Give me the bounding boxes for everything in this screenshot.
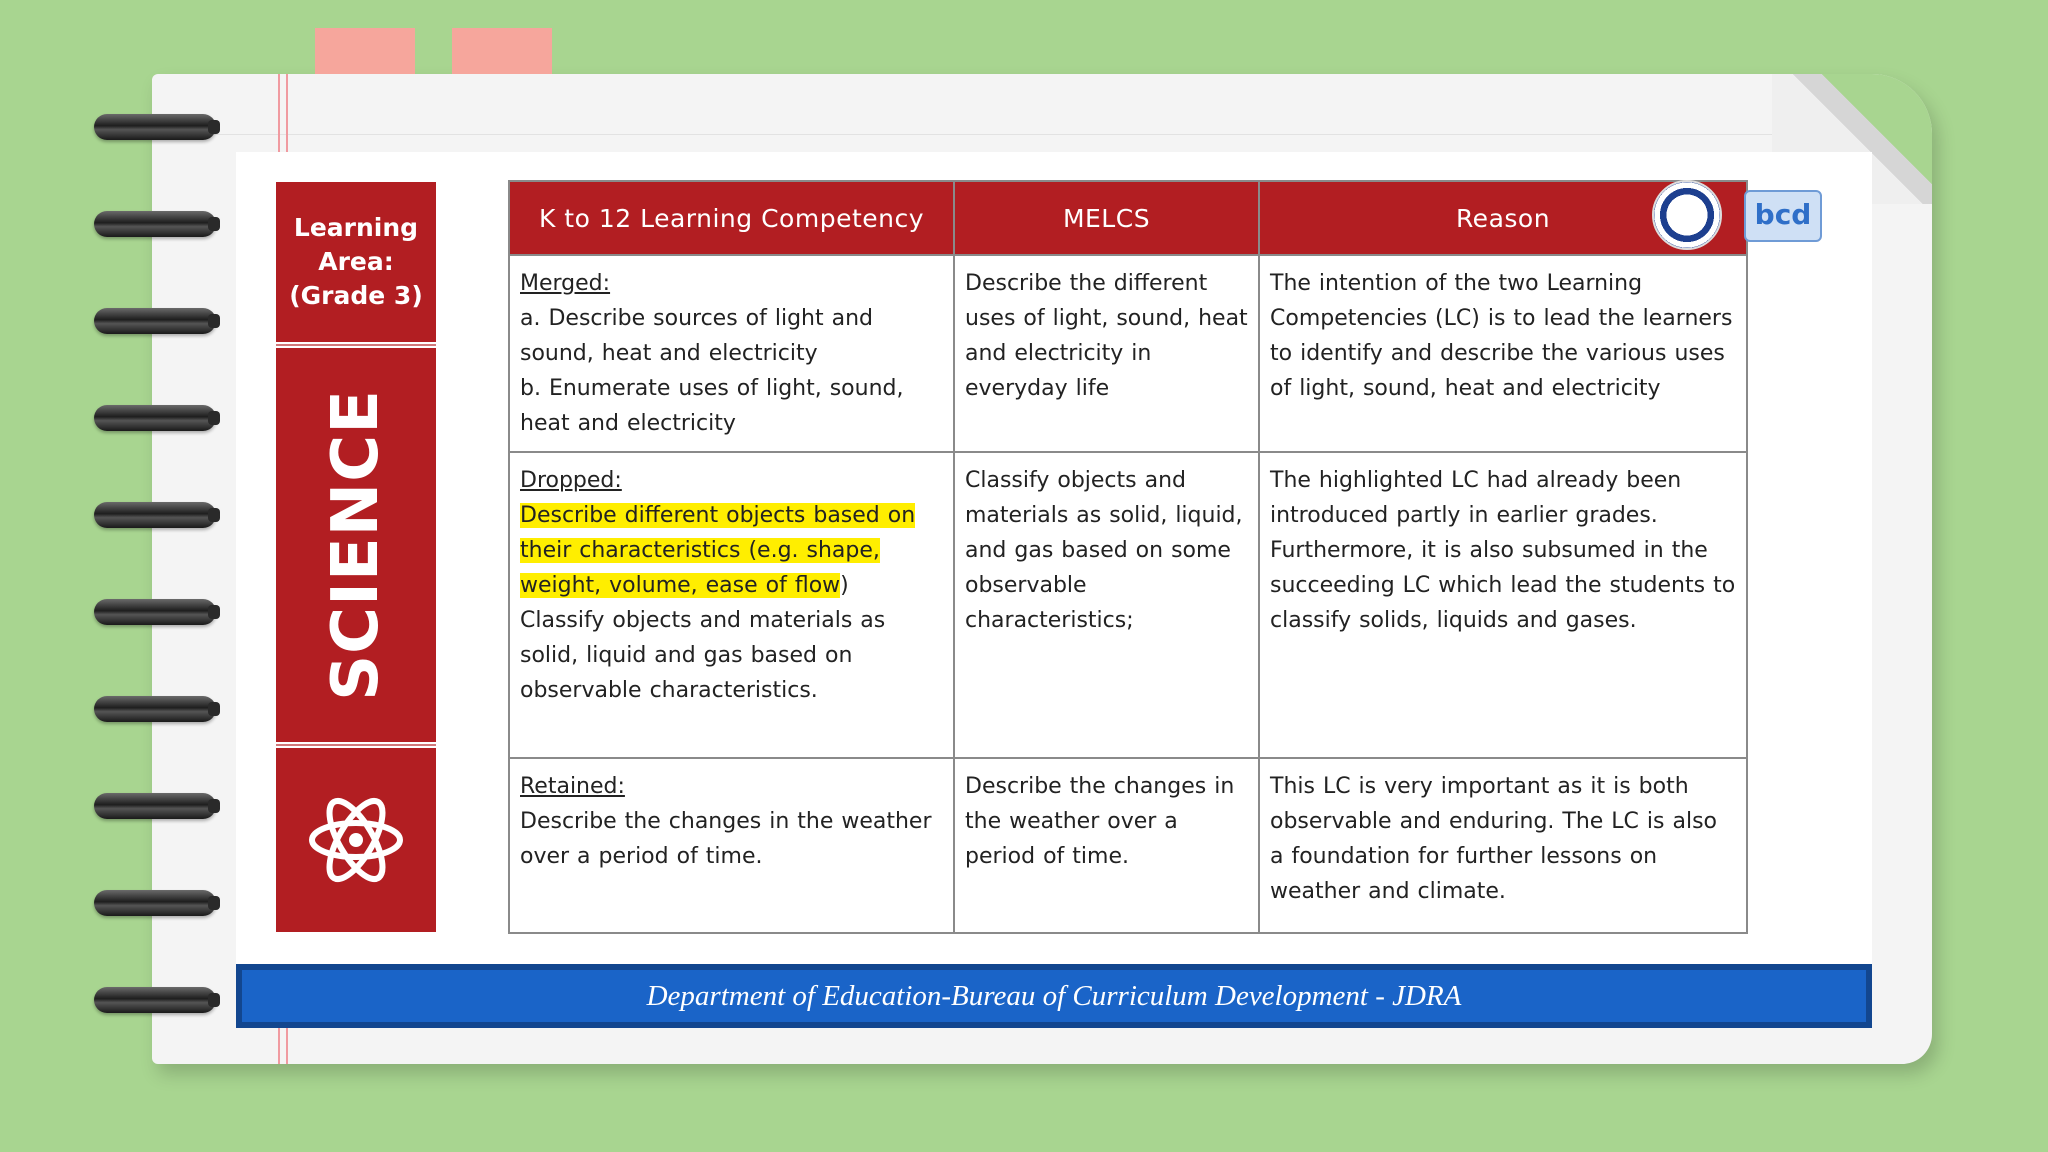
page-tab bbox=[315, 28, 415, 74]
spiral-ring bbox=[94, 793, 216, 819]
cell-melcs: Describe the changes in the weather over a period of time. bbox=[954, 758, 1259, 933]
spiral-ring bbox=[94, 987, 216, 1013]
header-reason: Reason bbox=[1259, 181, 1747, 255]
highlight-close-paren: ) bbox=[840, 573, 849, 598]
competency-text: a. Describe sources of light and sound, heat and electricity bbox=[520, 306, 874, 366]
highlighted-text: Describe different objects based on their characteristics (e.g. shape, weight, volume, ease of flow bbox=[520, 503, 916, 598]
competency-text: Describe the changes in the weather over a period of time. bbox=[520, 809, 932, 869]
highlighted-competency bbox=[520, 498, 943, 603]
cell-reason: This LC is very important as it is both observable and enduring. The LC is also a foundation for further lessons on weather and climate. bbox=[1259, 758, 1747, 933]
spiral-ring bbox=[94, 502, 216, 528]
footer-banner: Department of Education-Bureau of Curriculum Development - JDRA bbox=[236, 964, 1872, 1028]
subject-title: SCIENCE bbox=[319, 389, 393, 701]
table-row bbox=[509, 452, 1747, 758]
page-tab bbox=[452, 28, 552, 74]
page-rule bbox=[152, 134, 1932, 135]
learning-area-sidebar bbox=[276, 182, 436, 932]
learning-competency-table bbox=[508, 180, 1748, 934]
spiral-ring bbox=[94, 599, 216, 625]
table-row bbox=[509, 758, 1747, 933]
table-row bbox=[509, 255, 1747, 452]
atom-icon bbox=[306, 790, 406, 890]
cell-melcs: Describe the different uses of light, sound, heat and electricity in everyday life bbox=[954, 255, 1259, 452]
learning-area-label bbox=[276, 182, 436, 342]
spiral-ring bbox=[94, 405, 216, 431]
atom-block bbox=[276, 748, 436, 932]
spiral-ring bbox=[94, 890, 216, 916]
spiral-ring bbox=[94, 114, 216, 140]
spiral-ring bbox=[94, 308, 216, 334]
row-type-label: Retained: bbox=[520, 774, 625, 799]
deped-seal-icon bbox=[1652, 180, 1722, 250]
spiral-ring bbox=[94, 211, 216, 237]
header-melcs: MELCS bbox=[954, 181, 1259, 255]
table-header-row bbox=[509, 181, 1747, 255]
cell-reason: The highlighted LC had already been introduced partly in earlier grades. Furthermore, it is also subsumed in the succeeding LC which lead the students to classify solids, liquids and gases. bbox=[1259, 452, 1747, 758]
cell-competency bbox=[509, 758, 954, 933]
cell-reason: The intention of the two Learning Competencies (LC) is to lead the learners to identify and describe the various uses of light, sound, heat and electricity bbox=[1259, 255, 1747, 452]
grade-label: (Grade 3) bbox=[289, 281, 423, 310]
header-k12: K to 12 Learning Competency bbox=[509, 181, 954, 255]
competency-text: b. Enumerate uses of light, sound, heat and electricity bbox=[520, 376, 904, 436]
competency-text: Classify objects and materials as solid, liquid and gas based on observable characteristics. bbox=[520, 608, 886, 703]
spiral-ring bbox=[94, 696, 216, 722]
row-type-label: Merged: bbox=[520, 271, 611, 296]
learning-area-line1: Learning bbox=[293, 213, 419, 242]
cell-melcs: Classify objects and materials as solid, liquid, and gas based on some observable characteristics; bbox=[954, 452, 1259, 758]
cell-competency bbox=[509, 255, 954, 452]
subject-block bbox=[276, 348, 436, 742]
cell-competency bbox=[509, 452, 954, 758]
bcd-logo: bcd bbox=[1744, 190, 1822, 242]
row-type-label: Dropped: bbox=[520, 468, 622, 493]
learning-area-line2: Area: bbox=[318, 247, 394, 276]
